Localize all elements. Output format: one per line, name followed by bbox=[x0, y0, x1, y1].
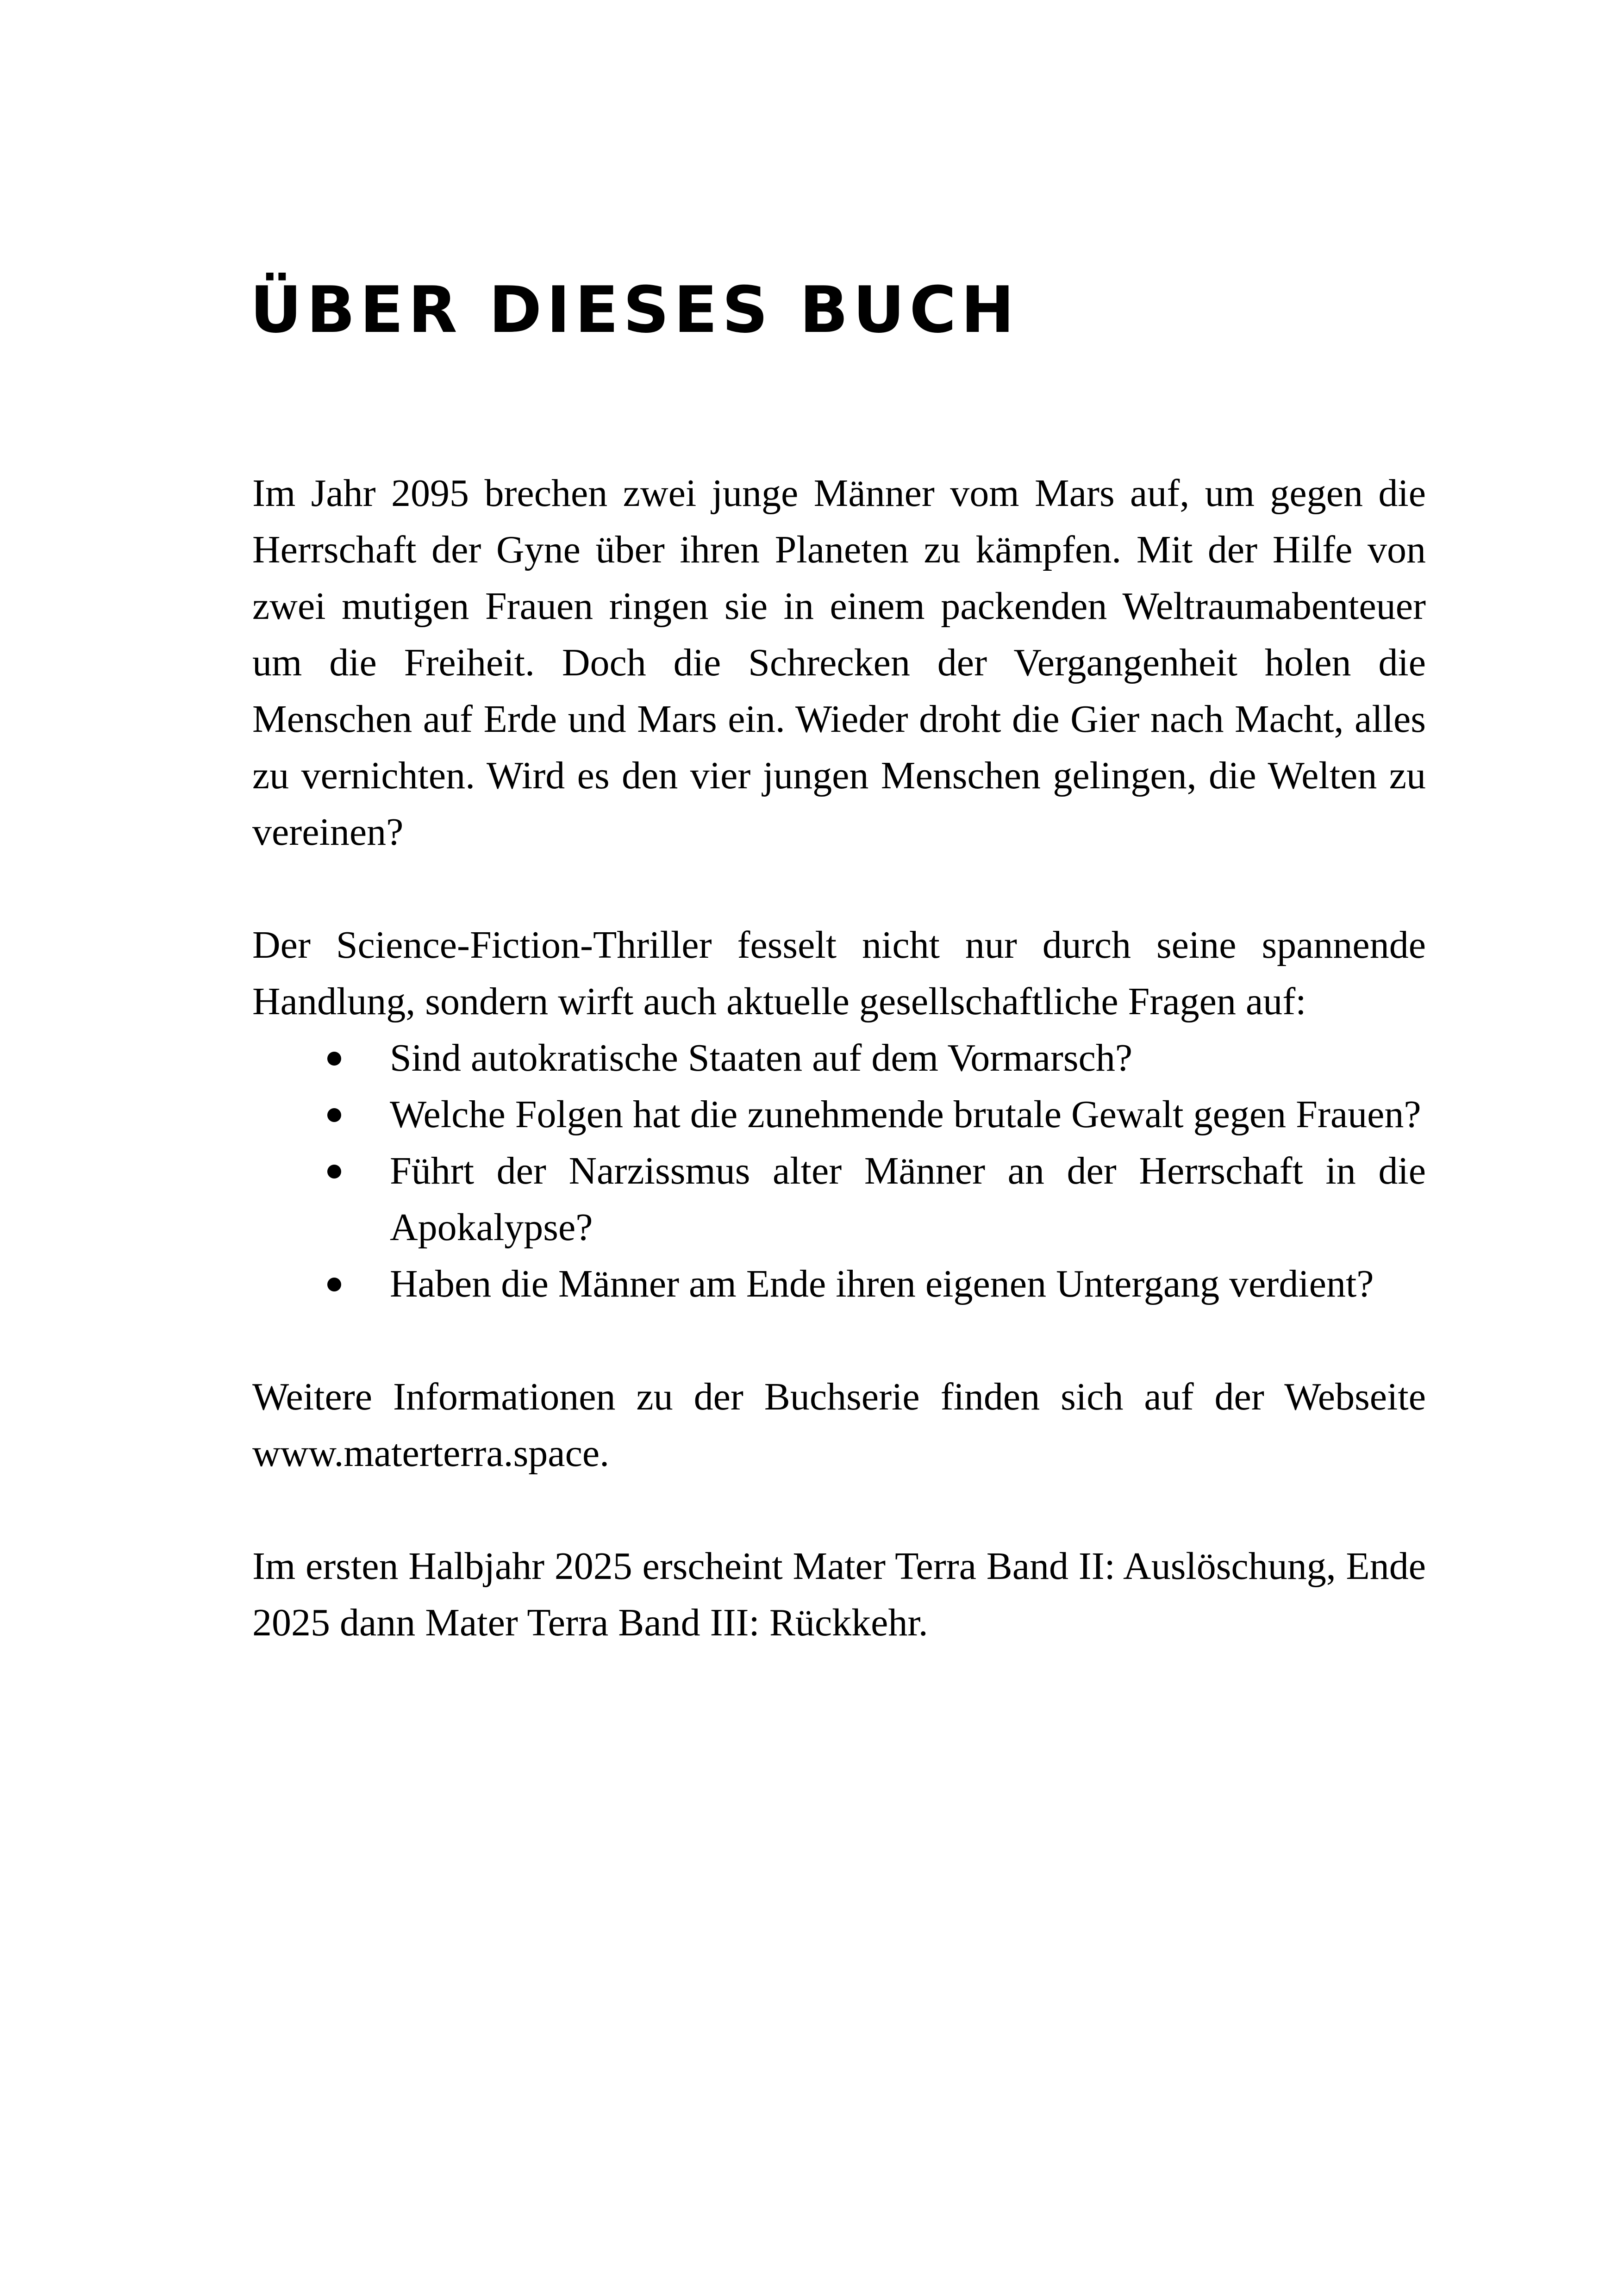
intro-paragraph: Im Jahr 2095 brechen zwei junge Männer vom Mars auf, um gegen die Herrschaft der Gyne über ihren Planeten zu kämpfen. Mit der Hilfe von zwei mutigen Frauen ringen sie in einem packenden Weltraumabenteuer um die Freiheit. Doch die Schrecken der Vergangenheit holen die Menschen auf Erde und Mars ein. Wieder droht die Gier nach Macht, alles zu vernichten. Wird es den vier jungen Menschen gelingen, die Welten zu vereinen? bbox=[252, 472, 1426, 854]
question-text: Sind autokratische Staaten auf dem Vormarsch? bbox=[390, 1036, 1133, 1079]
question-text: Haben die Männer am Ende ihren eigenen Untergang verdient? bbox=[390, 1262, 1374, 1305]
bullet-icon bbox=[327, 1165, 341, 1179]
bullet-icon bbox=[327, 1278, 341, 1291]
bullet-icon bbox=[327, 1108, 341, 1122]
question-item bbox=[252, 1143, 1426, 1256]
question-list bbox=[252, 1030, 1426, 1312]
question-item bbox=[252, 1086, 1426, 1143]
question-text: Führt der Narzissmus alter Männer an der Herrschaft in die Apokalypse? bbox=[390, 1149, 1426, 1249]
page-content bbox=[252, 465, 1426, 1651]
question-item bbox=[252, 1256, 1426, 1312]
website-paragraph: Weitere Informationen zu der Buchserie finden sich auf der Webseite www.materterra.space. bbox=[252, 1375, 1426, 1475]
bullet-icon bbox=[327, 1052, 341, 1066]
question-text: Welche Folgen hat die zunehmende brutale Gewalt gegen Frauen? bbox=[390, 1093, 1421, 1136]
thriller-paragraph: Der Science-Fiction-Thriller fesselt nicht nur durch seine spannende Handlung, sondern wirft auch aktuelle gesellschaftliche Fragen auf: bbox=[252, 923, 1426, 1023]
question-item bbox=[252, 1030, 1426, 1086]
release-paragraph: Im ersten Halbjahr 2025 erscheint Mater Terra Band II: Auslöschung, Ende 2025 dann Mater Terra Band III: Rückkehr. bbox=[252, 1545, 1426, 1644]
page-heading: ÜBER DIESES BUCH bbox=[250, 273, 1019, 347]
